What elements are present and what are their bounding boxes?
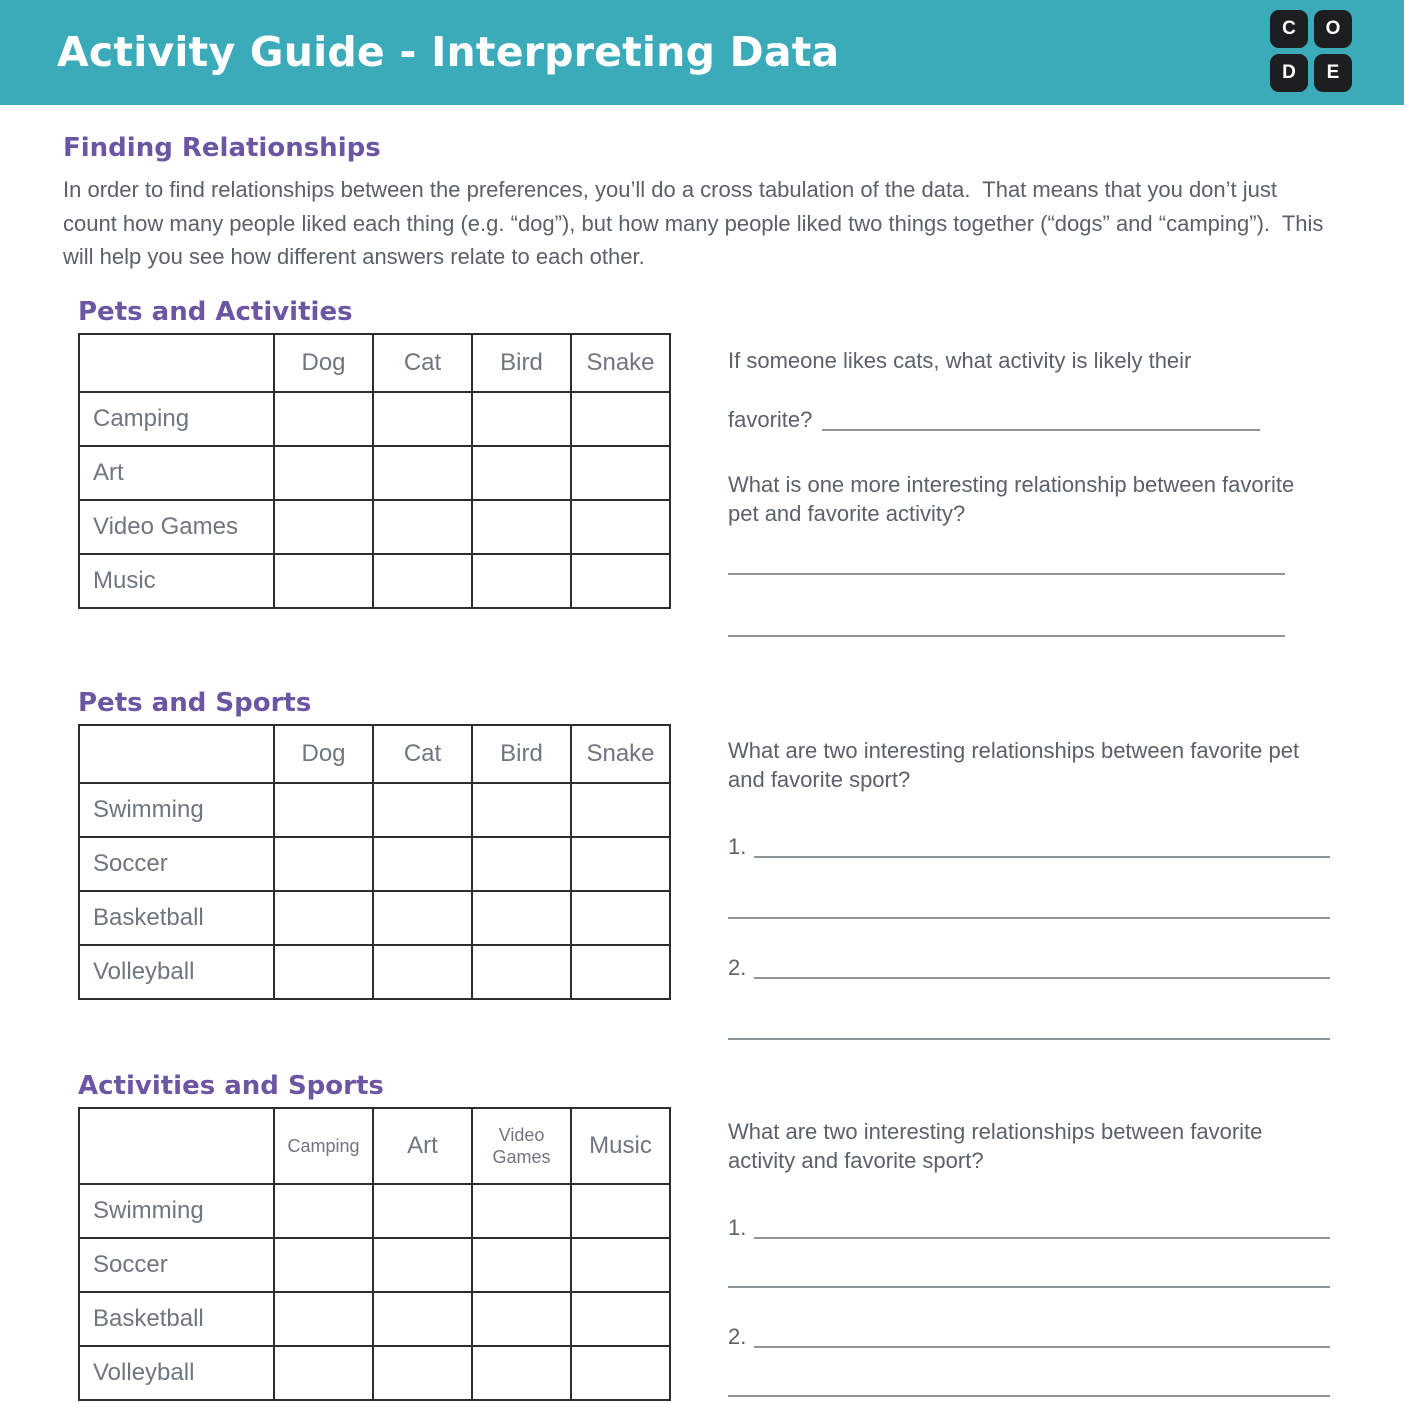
column-header: Camping bbox=[274, 1108, 373, 1184]
logo-letter-o: O bbox=[1314, 10, 1352, 48]
column-header: Dog bbox=[274, 725, 373, 783]
answer-blank-line bbox=[728, 1286, 1330, 1288]
blank-tally-cell bbox=[373, 392, 472, 446]
question-text: If someone likes cats, what activity is likely their bbox=[728, 347, 1192, 373]
blank-tally-cell bbox=[274, 1292, 373, 1346]
header-row bbox=[79, 334, 670, 392]
blank-tally-cell bbox=[373, 1346, 472, 1400]
blank-tally-cell bbox=[571, 392, 670, 446]
section-pets-and-activities bbox=[0, 296, 1404, 637]
table-row bbox=[79, 446, 670, 500]
blank-tally-cell bbox=[373, 945, 472, 999]
answer-number: 1. bbox=[728, 833, 747, 859]
answer-blank-line bbox=[754, 832, 1330, 858]
blank-tally-cell bbox=[571, 500, 670, 554]
blank-tally-cell bbox=[571, 891, 670, 945]
blank-tally-cell bbox=[274, 1238, 373, 1292]
column-header: Bird bbox=[472, 725, 571, 783]
column-header: Dog bbox=[274, 334, 373, 392]
blank-tally-cell bbox=[472, 500, 571, 554]
row-label: Swimming bbox=[79, 783, 274, 837]
table-row bbox=[79, 554, 670, 608]
section-heading: Activities and Sports bbox=[78, 1070, 384, 1101]
header-row bbox=[79, 1108, 670, 1184]
blank-tally-cell bbox=[472, 837, 571, 891]
blank-tally-cell bbox=[472, 392, 571, 446]
answer-blank-line bbox=[728, 1038, 1330, 1040]
pets-sports-table bbox=[78, 724, 671, 1000]
column-header: Snake bbox=[571, 725, 670, 783]
row-label: Volleyball bbox=[79, 945, 274, 999]
question-answer-row bbox=[728, 405, 1330, 434]
answer-blank-line bbox=[754, 953, 1330, 979]
answer-blank-line bbox=[728, 1395, 1330, 1397]
blank-tally-cell bbox=[373, 1184, 472, 1238]
column-header: Bird bbox=[472, 334, 571, 392]
blank-tally-cell bbox=[571, 1184, 670, 1238]
column-header: Video Games bbox=[472, 1108, 571, 1184]
blank-tally-cell bbox=[373, 554, 472, 608]
blank-tally-cell bbox=[472, 554, 571, 608]
blank-tally-cell bbox=[274, 554, 373, 608]
answer-blank-line bbox=[822, 405, 1260, 431]
blank-tally-cell bbox=[571, 1238, 670, 1292]
logo-letter-e: E bbox=[1314, 54, 1352, 92]
activities-sports-table bbox=[78, 1107, 671, 1401]
table-row bbox=[79, 1292, 670, 1346]
answer-number: 2. bbox=[728, 954, 747, 980]
answer-number: 2. bbox=[728, 1323, 747, 1349]
answer-blank-line bbox=[728, 573, 1285, 575]
row-label: Music bbox=[79, 554, 274, 608]
blank-tally-cell bbox=[571, 1346, 670, 1400]
question-label: favorite? bbox=[728, 406, 813, 432]
row-label: Art bbox=[79, 446, 274, 500]
table-row bbox=[79, 891, 670, 945]
blank-tally-cell bbox=[373, 500, 472, 554]
blank-tally-cell bbox=[274, 837, 373, 891]
section-heading: Pets and Sports bbox=[78, 687, 312, 718]
blank-tally-cell bbox=[571, 783, 670, 837]
logo-letter-c: C bbox=[1270, 10, 1308, 48]
blank-tally-cell bbox=[274, 945, 373, 999]
blank-tally-cell bbox=[571, 837, 670, 891]
table-row bbox=[79, 1184, 670, 1238]
row-label: Swimming bbox=[79, 1184, 274, 1238]
column-header: Art bbox=[373, 1108, 472, 1184]
intro-paragraph: In order to find relationships between the preferences, you’ll do a cross tabulation of the data. That means that you don’t just count how many people liked each thing (e.g. “dog”), but how many people liked two things together (“dogs” and “camping”). This will help you see how different answers relate to each other. bbox=[63, 177, 1330, 269]
corner-cell bbox=[79, 725, 274, 783]
question-text: What are two interesting relationships between favorite activity and favorite sport? bbox=[728, 1118, 1269, 1173]
row-label: Soccer bbox=[79, 1238, 274, 1292]
section-heading: Pets and Activities bbox=[78, 296, 353, 327]
row-label: Volleyball bbox=[79, 1346, 274, 1400]
column-header: Music bbox=[571, 1108, 670, 1184]
blank-tally-cell bbox=[472, 446, 571, 500]
numbered-answer-row bbox=[728, 832, 1330, 861]
answer-blank-line bbox=[754, 1322, 1330, 1348]
blank-tally-cell bbox=[274, 1346, 373, 1400]
blank-tally-cell bbox=[373, 1292, 472, 1346]
blank-tally-cell bbox=[472, 783, 571, 837]
question-text: What is one more interesting relationship between favorite pet and favorite activity? bbox=[728, 471, 1301, 526]
table-row bbox=[79, 500, 670, 554]
blank-tally-cell bbox=[472, 1346, 571, 1400]
row-label: Basketball bbox=[79, 1292, 274, 1346]
blank-tally-cell bbox=[571, 945, 670, 999]
blank-tally-cell bbox=[274, 446, 373, 500]
question-text: What are two interesting relationships between favorite pet and favorite sport? bbox=[728, 737, 1306, 792]
blank-tally-cell bbox=[472, 891, 571, 945]
table-row bbox=[79, 945, 670, 999]
numbered-answer-row bbox=[728, 1213, 1330, 1242]
blank-tally-cell bbox=[472, 1184, 571, 1238]
blank-tally-cell bbox=[274, 1184, 373, 1238]
row-label: Camping bbox=[79, 392, 274, 446]
blank-tally-cell bbox=[373, 837, 472, 891]
blank-tally-cell bbox=[274, 783, 373, 837]
row-label: Basketball bbox=[79, 891, 274, 945]
questions-column bbox=[728, 724, 1330, 1040]
row-label: Video Games bbox=[79, 500, 274, 554]
answer-blank-line bbox=[728, 635, 1285, 637]
answer-number: 1. bbox=[728, 1214, 747, 1240]
column-header: Snake bbox=[571, 334, 670, 392]
blank-tally-cell bbox=[274, 392, 373, 446]
intro-heading: Finding Relationships bbox=[63, 133, 381, 163]
column-header: Cat bbox=[373, 334, 472, 392]
questions-column bbox=[728, 333, 1330, 637]
section-activities-and-sports bbox=[0, 1070, 1404, 1401]
code-org-logo bbox=[1270, 10, 1352, 92]
numbered-answer-row bbox=[728, 1322, 1330, 1351]
document-banner bbox=[0, 0, 1404, 105]
blank-tally-cell bbox=[373, 1238, 472, 1292]
section-pets-and-sports bbox=[0, 687, 1404, 1040]
table-row bbox=[79, 837, 670, 891]
blank-tally-cell bbox=[472, 1238, 571, 1292]
blank-tally-cell bbox=[373, 891, 472, 945]
table-row bbox=[79, 1346, 670, 1400]
row-label: Soccer bbox=[79, 837, 274, 891]
blank-tally-cell bbox=[373, 783, 472, 837]
numbered-answer-row bbox=[728, 953, 1330, 982]
blank-tally-cell bbox=[274, 891, 373, 945]
header-row bbox=[79, 725, 670, 783]
document-title: Activity Guide - Interpreting Data bbox=[57, 27, 840, 76]
answer-blank-line bbox=[754, 1213, 1330, 1239]
blank-tally-cell bbox=[472, 945, 571, 999]
blank-tally-cell bbox=[274, 500, 373, 554]
corner-cell bbox=[79, 1108, 274, 1184]
blank-tally-cell bbox=[472, 1292, 571, 1346]
table-row bbox=[79, 1238, 670, 1292]
blank-tally-cell bbox=[373, 446, 472, 500]
blank-tally-cell bbox=[571, 446, 670, 500]
blank-tally-cell bbox=[571, 1292, 670, 1346]
questions-column bbox=[728, 1107, 1330, 1397]
logo-letter-d: D bbox=[1270, 54, 1308, 92]
column-header: Cat bbox=[373, 725, 472, 783]
answer-blank-line bbox=[728, 917, 1330, 919]
corner-cell bbox=[79, 334, 274, 392]
blank-tally-cell bbox=[571, 554, 670, 608]
table-row bbox=[79, 783, 670, 837]
pets-activities-table bbox=[78, 333, 671, 609]
table-row bbox=[79, 392, 670, 446]
